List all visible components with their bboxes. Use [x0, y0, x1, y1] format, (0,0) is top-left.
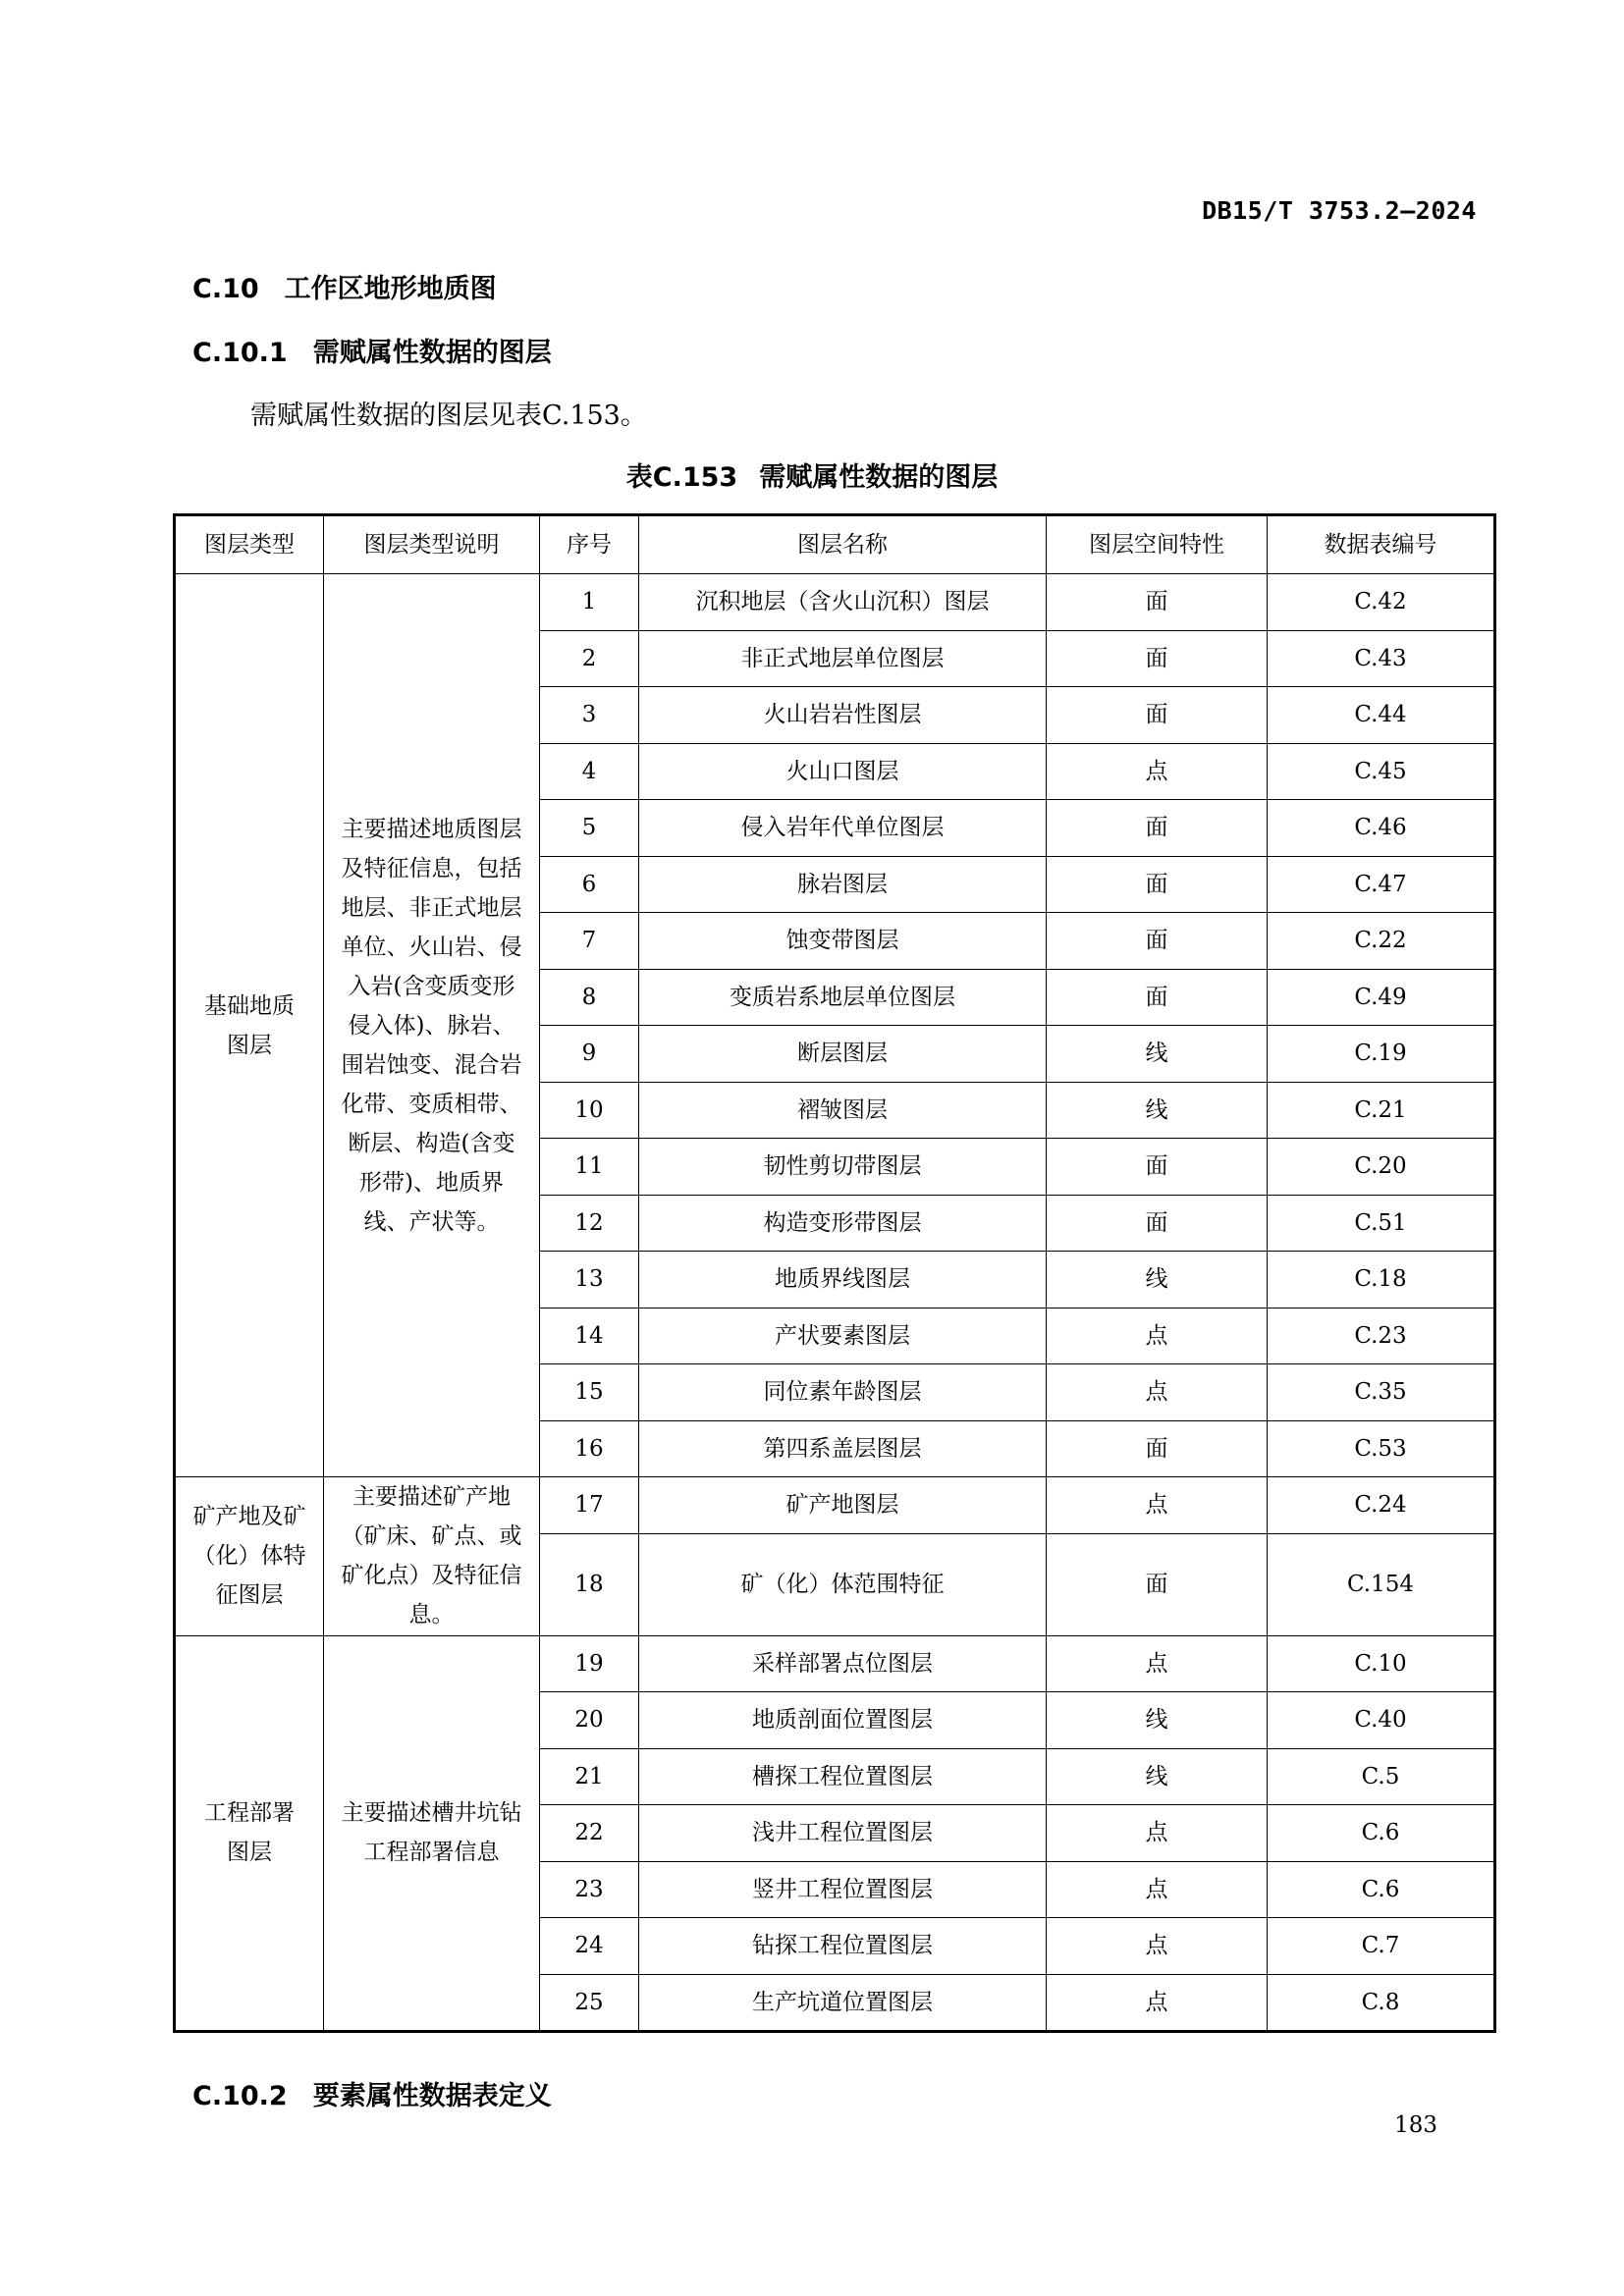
layer-name-cell: 第四系盖层图层: [639, 1420, 1047, 1477]
layer-name-cell: 地质界线图层: [639, 1252, 1047, 1308]
table-number-cell: C.20: [1268, 1139, 1495, 1196]
layer-type-cell: 矿产地及矿（化）体特征图层: [175, 1477, 324, 1636]
layer-name-cell: 产状要素图层: [639, 1308, 1047, 1364]
table-number-cell: C.19: [1268, 1026, 1495, 1083]
layers-table: [173, 513, 1496, 2033]
table-number-cell: C.44: [1268, 687, 1495, 744]
table-caption-number: 表C.153: [625, 462, 738, 493]
layer-name-cell: 矿产地图层: [639, 1477, 1047, 1534]
section-number: C.10.2: [192, 2081, 288, 2111]
table-row: [175, 574, 1495, 631]
spatial-feature-cell: 线: [1047, 1252, 1268, 1308]
table-number-cell: C.35: [1268, 1364, 1495, 1421]
seq-no-cell: 3: [540, 687, 639, 744]
layer-name-cell: 断层图层: [639, 1026, 1047, 1083]
section-heading-c10-1: [192, 331, 552, 369]
layer-name-cell: 沉积地层（含火山沉积）图层: [639, 574, 1047, 631]
layer-name-cell: 采样部署点位图层: [639, 1635, 1047, 1692]
layer-name-cell: 褶皱图层: [639, 1082, 1047, 1139]
spatial-feature-cell: 点: [1047, 1805, 1268, 1862]
seq-no-cell: 9: [540, 1026, 639, 1083]
header-table-number: 数据表编号: [1268, 515, 1495, 574]
spatial-feature-cell: 点: [1047, 743, 1268, 800]
seq-no-cell: 17: [540, 1477, 639, 1534]
header-seq-no: 序号: [540, 515, 639, 574]
seq-no-cell: 18: [540, 1533, 639, 1635]
spatial-feature-cell: 线: [1047, 1082, 1268, 1139]
table-number-cell: C.10: [1268, 1635, 1495, 1692]
seq-no-cell: 12: [540, 1195, 639, 1252]
seq-no-cell: 5: [540, 800, 639, 857]
section-title: 需赋属性数据的图层: [312, 338, 552, 368]
layer-name-cell: 火山口图层: [639, 743, 1047, 800]
layer-type-desc-cell: 主要描述矿产地（矿床、矿点、或矿化点）及特征信息。: [324, 1477, 540, 1636]
seq-no-cell: 19: [540, 1635, 639, 1692]
spatial-feature-cell: 点: [1047, 1364, 1268, 1421]
layer-name-cell: 侵入岩年代单位图层: [639, 800, 1047, 857]
seq-no-cell: 6: [540, 856, 639, 913]
seq-no-cell: 20: [540, 1692, 639, 1749]
spatial-feature-cell: 面: [1047, 913, 1268, 970]
seq-no-cell: 21: [540, 1748, 639, 1805]
spatial-feature-cell: 点: [1047, 1477, 1268, 1534]
layer-name-cell: 蚀变带图层: [639, 913, 1047, 970]
spatial-feature-cell: 点: [1047, 1861, 1268, 1918]
body-paragraph: 需赋属性数据的图层见表C.153。: [250, 400, 647, 431]
table-number-cell: C.6: [1268, 1861, 1495, 1918]
table-header-row: [175, 515, 1495, 574]
layer-name-cell: 韧性剪切带图层: [639, 1139, 1047, 1196]
seq-no-cell: 11: [540, 1139, 639, 1196]
layer-name-cell: 脉岩图层: [639, 856, 1047, 913]
spatial-feature-cell: 面: [1047, 969, 1268, 1026]
section-title: 工作区地形地质图: [284, 274, 497, 304]
header-layer-type: 图层类型: [175, 515, 324, 574]
table-row: [175, 1635, 1495, 1692]
table-caption: [0, 455, 1624, 494]
seq-no-cell: 10: [540, 1082, 639, 1139]
table-number-cell: C.45: [1268, 743, 1495, 800]
spatial-feature-cell: 面: [1047, 687, 1268, 744]
table-number-cell: C.23: [1268, 1308, 1495, 1364]
spatial-feature-cell: 面: [1047, 1533, 1268, 1635]
seq-no-cell: 13: [540, 1252, 639, 1308]
spatial-feature-cell: 面: [1047, 1420, 1268, 1477]
table-number-cell: C.21: [1268, 1082, 1495, 1139]
layer-name-cell: 火山岩岩性图层: [639, 687, 1047, 744]
header-layer-type-desc: 图层类型说明: [324, 515, 540, 574]
table-number-cell: C.47: [1268, 856, 1495, 913]
table-number-cell: C.40: [1268, 1692, 1495, 1749]
layer-type-cell: 工程部署 图层: [175, 1635, 324, 2032]
spatial-feature-cell: 面: [1047, 574, 1268, 631]
seq-no-cell: 2: [540, 630, 639, 687]
seq-no-cell: 23: [540, 1861, 639, 1918]
table-number-cell: C.51: [1268, 1195, 1495, 1252]
layer-name-cell: 同位素年龄图层: [639, 1364, 1047, 1421]
layer-name-cell: 非正式地层单位图层: [639, 630, 1047, 687]
layer-name-cell: 竖井工程位置图层: [639, 1861, 1047, 1918]
table-number-cell: C.8: [1268, 1974, 1495, 2032]
seq-no-cell: 24: [540, 1918, 639, 1975]
section-heading-c10-2: [192, 2074, 552, 2112]
seq-no-cell: 1: [540, 574, 639, 631]
seq-no-cell: 25: [540, 1974, 639, 2032]
section-heading-c10: [192, 267, 497, 305]
spatial-feature-cell: 点: [1047, 1918, 1268, 1975]
layer-name-cell: 构造变形带图层: [639, 1195, 1047, 1252]
section-title: 要素属性数据表定义: [312, 2081, 552, 2111]
table-caption-title: 需赋属性数据的图层: [759, 462, 999, 493]
spatial-feature-cell: 点: [1047, 1974, 1268, 2032]
header-spatial-feature: 图层空间特性: [1047, 515, 1268, 574]
spatial-feature-cell: 点: [1047, 1635, 1268, 1692]
layer-name-cell: 矿（化）体范围特征: [639, 1533, 1047, 1635]
seq-no-cell: 4: [540, 743, 639, 800]
layer-name-cell: 槽探工程位置图层: [639, 1748, 1047, 1805]
table-number-cell: C.22: [1268, 913, 1495, 970]
seq-no-cell: 14: [540, 1308, 639, 1364]
table-number-cell: C.49: [1268, 969, 1495, 1026]
spatial-feature-cell: 线: [1047, 1692, 1268, 1749]
page-number: 183: [1394, 2112, 1437, 2138]
header-layer-name: 图层名称: [639, 515, 1047, 574]
table-number-cell: C.53: [1268, 1420, 1495, 1477]
spatial-feature-cell: 线: [1047, 1026, 1268, 1083]
layer-name-cell: 地质剖面位置图层: [639, 1692, 1047, 1749]
table-row: [175, 1477, 1495, 1534]
spatial-feature-cell: 面: [1047, 630, 1268, 687]
seq-no-cell: 22: [540, 1805, 639, 1862]
layer-type-desc-cell: 主要描述槽井坑钻工程部署信息: [324, 1635, 540, 2032]
seq-no-cell: 7: [540, 913, 639, 970]
table-number-cell: C.6: [1268, 1805, 1495, 1862]
seq-no-cell: 16: [540, 1420, 639, 1477]
table-number-cell: C.18: [1268, 1252, 1495, 1308]
section-number: C.10.1: [192, 338, 288, 368]
table-number-cell: C.42: [1268, 574, 1495, 631]
section-number: C.10: [192, 274, 259, 304]
table-number-cell: C.5: [1268, 1748, 1495, 1805]
seq-no-cell: 8: [540, 969, 639, 1026]
spatial-feature-cell: 点: [1047, 1308, 1268, 1364]
spatial-feature-cell: 面: [1047, 1195, 1268, 1252]
layer-name-cell: 浅井工程位置图层: [639, 1805, 1047, 1862]
spatial-feature-cell: 线: [1047, 1748, 1268, 1805]
table-number-cell: C.154: [1268, 1533, 1495, 1635]
spatial-feature-cell: 面: [1047, 1139, 1268, 1196]
table-number-cell: C.43: [1268, 630, 1495, 687]
layer-type-cell: 基础地质 图层: [175, 574, 324, 1477]
layer-type-desc-cell: 主要描述地质图层及特征信息，包括地层、非正式地层单位、火山岩、侵入岩(含变质变形侵入体)、脉岩、围岩蚀变、混合岩化带、变质相带、断层、构造(含变形带)、地质界线、产状等。: [324, 574, 540, 1477]
spatial-feature-cell: 面: [1047, 856, 1268, 913]
layer-name-cell: 变质岩系地层单位图层: [639, 969, 1047, 1026]
table-number-cell: C.46: [1268, 800, 1495, 857]
seq-no-cell: 15: [540, 1364, 639, 1421]
table-number-cell: C.7: [1268, 1918, 1495, 1975]
spatial-feature-cell: 面: [1047, 800, 1268, 857]
document-code: DB15/T 3753.2—2024: [1202, 196, 1477, 225]
table-number-cell: C.24: [1268, 1477, 1495, 1534]
layer-name-cell: 生产坑道位置图层: [639, 1974, 1047, 2032]
layer-name-cell: 钻探工程位置图层: [639, 1918, 1047, 1975]
